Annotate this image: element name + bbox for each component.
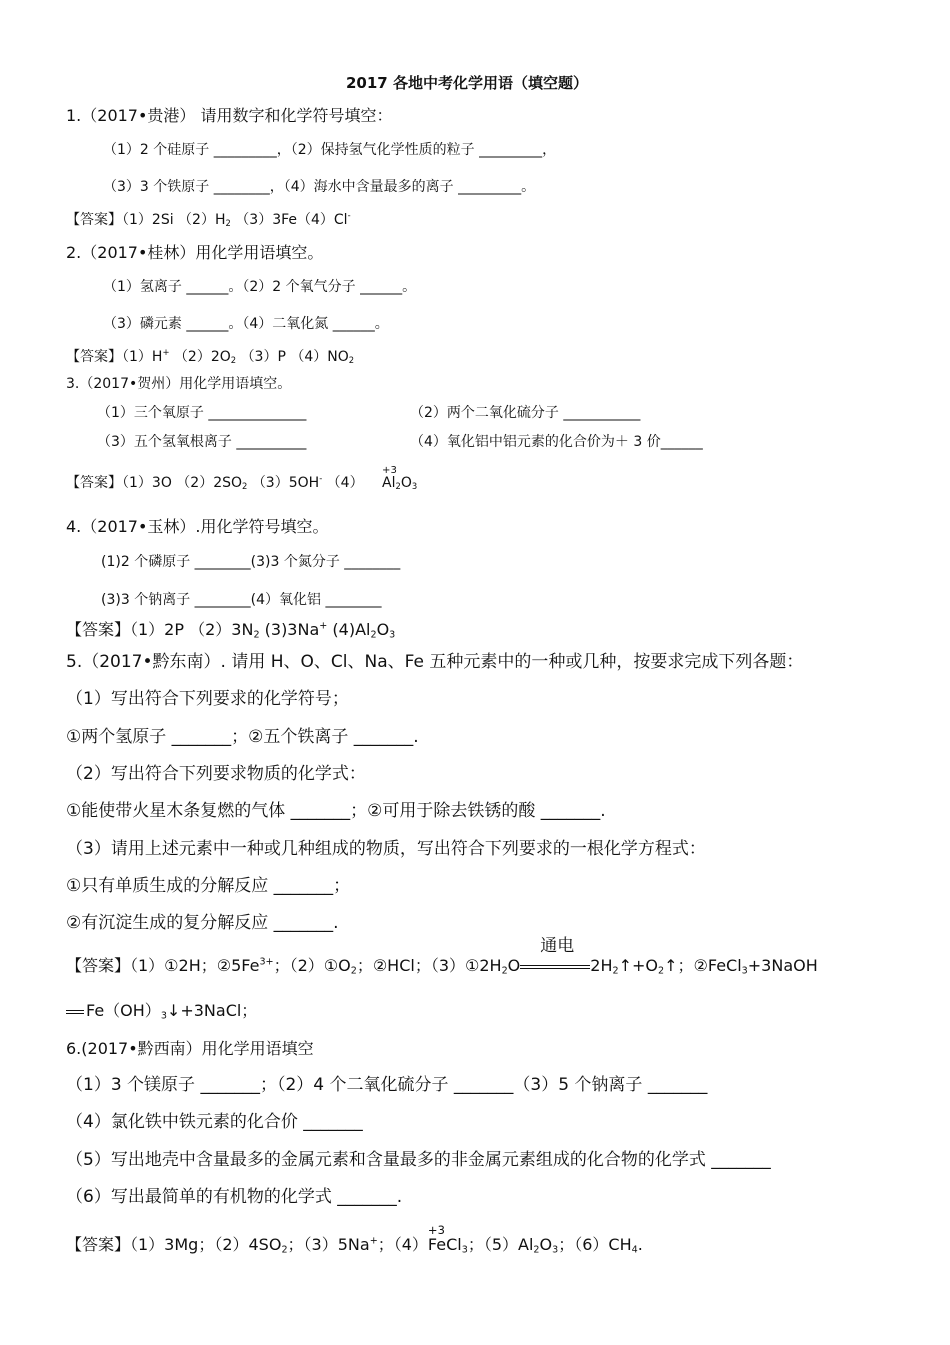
q5-heading: 5.（2017•黔东南）. 请用 H、O、Cl、Na、Fe 五种元素中的一种或几种，按要求完成下列各题： [66, 652, 804, 672]
reaction-equals-sign-2 [66, 1010, 84, 1014]
q5-part-2a: ①能使带火星木条复燃的气体 _______；②可用于除去铁锈的酸 _______. [66, 801, 606, 821]
q3-valence-formula: +3 $Al_2O_3$ [382, 465, 418, 491]
q3-heading: 3.（2017•贺州）用化学用语填空。 [66, 376, 292, 392]
q6-line-4: （6）写出最简单的有机物的化学式 _______. [66, 1187, 403, 1207]
q1-answer: 【答案】（1）2Si $(2)H_2$ （3）3Fe（4）Cl- [66, 210, 351, 228]
reaction-equals-sign [520, 965, 590, 969]
q4-line-2: (3)3 个钠离子 ________(4）氧化铝 ________ [101, 592, 382, 608]
q2-line-1: （1）氢离子 ______。（2）2 个氧气分子 ______。 [103, 279, 417, 295]
q6-heading: 6.(2017•黔西南）用化学用语填空 [66, 1039, 314, 1058]
q5-part-2: （2）写出符合下列要求物质的化学式： [66, 764, 366, 784]
q3-line-1b: （2）两个二氧化硫分子 ___________ [410, 405, 641, 421]
q5-answer-line-2: $Fe(OH)_3↓+3NaCl$； [66, 1001, 257, 1022]
q5-part-3b: ②有沉淀生成的复分解反应 _______. [66, 913, 339, 933]
q6-answer: 【答案】（1）3Mg；$(2)4SO_2$；（3）5Na+；（4） +3 FeCl$_3$；$(5)Al_2O_3$；$(6)CH_4$. [66, 1223, 643, 1256]
q5-part-3: （3）请用上述元素中一种或几种组成的物质，写出符合下列要求的一根化学方程式： [66, 839, 706, 859]
q3-line-2a: （3）五个氢氧根离子 __________ [97, 434, 307, 450]
q2-heading: 2.（2017•桂林）用化学用语填空。 [66, 243, 324, 262]
q4-line-1: (1)2 个磷原子 ________(3)3 个氮分子 ________ [101, 554, 401, 570]
q4-answer: 【答案】（1）2P $(2)3N_2$ (3)3Na+ $(4)Al_2O_3$ [66, 620, 396, 641]
q3-answer: 【答案】（1）3O $(2)2SO_2$ （3）5OH- （4） +3 $Al_2O_3$ [66, 465, 418, 491]
q6-line-2: （4）氯化铁中铁元素的化合价 _______ [66, 1112, 363, 1132]
q5-part-1a: ①两个氢原子 _______；②五个铁离子 _______. [66, 727, 419, 747]
q1-line-2: （3）3 个铁原子 ________，（4）海水中含量最多的离子 _________。 [103, 179, 536, 195]
q6-line-1: （1）3 个镁原子 _______；（2）4 个二氧化硫分子 _______（3）5 个钠离子 _______ [66, 1075, 708, 1095]
q1-heading: 1.（2017•贵港） 请用数字和化学符号填空： [66, 106, 393, 125]
electrolysis-condition: 通电 [520, 956, 590, 975]
page-title: 2017 各地中考化学用语（填空题） [346, 74, 588, 92]
q2-line-2: （3）磷元素 ______。（4）二氧化氮 ______。 [103, 316, 389, 332]
q5-part-3a: ①只有单质生成的分解反应 _______； [66, 876, 351, 896]
q1-line-1: （1）2 个硅原子 _________，（2）保持氢气化学性质的粒子 _________， [103, 142, 557, 158]
q3-line-1a: （1）三个氧原子 ______________ [97, 405, 307, 421]
q2-answer: 【答案】（1）H+ $(2)2O_2$ （3）P $(4)NO_2$ [66, 347, 355, 365]
q6-valence-formula: +3 Fe [427, 1223, 447, 1254]
q6-line-3: （5）写出地壳中含量最多的金属元素和含量最多的非金属元素组成的化合物的化学式 _______ [66, 1150, 771, 1170]
q3-line-2b: （4）氧化铝中铝元素的化合价为＋ 3 价______ [410, 434, 703, 450]
q5-part-1: （1）写出符合下列要求的化学符号； [66, 689, 349, 709]
q4-heading: 4.（2017•玉林）.用化学符号填空。 [66, 517, 329, 536]
q5-answer-line-1: 【答案】（1）①2H；$②5Fe^{3+}$；$(2)①O_2$；②HCl；$(3)①2H_2O$ 通电 $2H_2↑+O_2↑$；②FeCl$_3$+3NaOH [66, 936, 818, 977]
